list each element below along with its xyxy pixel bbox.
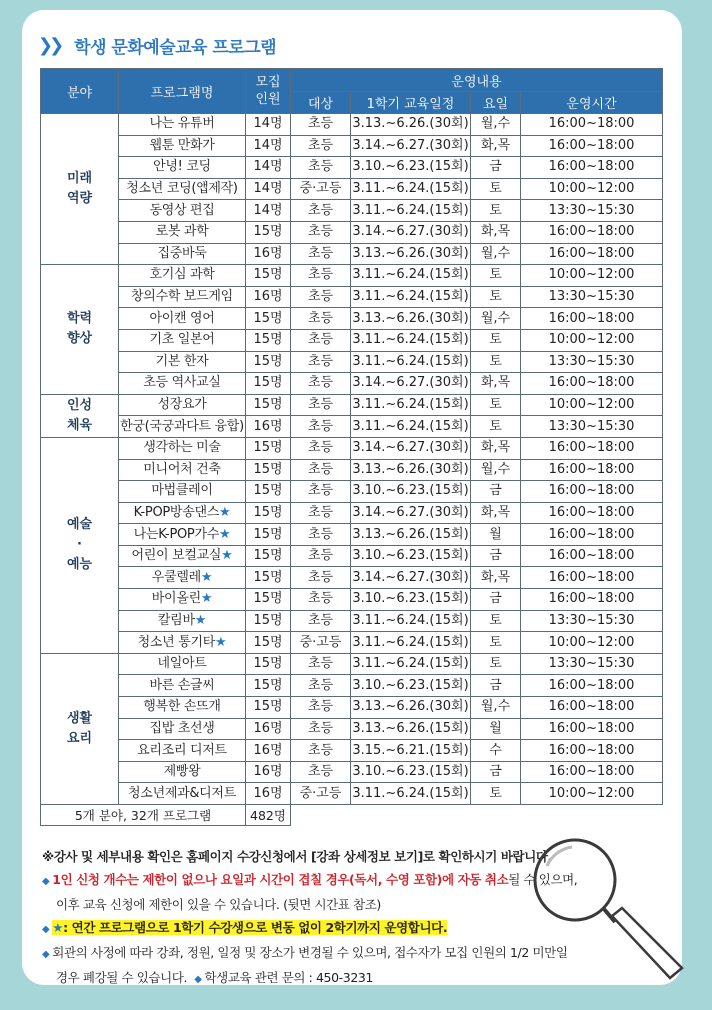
day-cell: 토	[471, 394, 521, 416]
day-cell: 토	[471, 329, 521, 351]
program-name: 어린이 보컬교실	[131, 548, 222, 564]
table-row	[41, 761, 663, 783]
capacity-cell: 14명	[246, 200, 291, 222]
program-name-cell	[119, 524, 246, 546]
target-cell: 초등	[291, 416, 351, 438]
target-cell: 초등	[291, 308, 351, 330]
target-cell: 초등	[291, 502, 351, 524]
capacity-cell: 14명	[246, 178, 291, 200]
capacity-cell: 14명	[246, 114, 291, 136]
program-name: 안녕! 코딩	[153, 159, 211, 175]
target-cell: 초등	[291, 135, 351, 157]
capacity-cell: 15명	[246, 329, 291, 351]
time-cell: 16:00~18:00	[521, 524, 663, 546]
table-row	[41, 243, 663, 265]
table-row	[41, 610, 663, 632]
target-cell: 초등	[291, 675, 351, 697]
target-cell: 초등	[291, 524, 351, 546]
program-name-cell	[119, 286, 246, 308]
program-name: 나는K-POP가수	[133, 526, 219, 542]
program-name-cell	[119, 243, 246, 265]
target-cell: 초등	[291, 373, 351, 395]
capacity-cell: 15명	[246, 373, 291, 395]
program-name-cell	[119, 502, 246, 524]
schedule-cell: 3.13.~6.26.(30회)	[351, 243, 471, 265]
target-cell: 초등	[291, 459, 351, 481]
capacity-cell: 15명	[246, 459, 291, 481]
target-cell: 초등	[291, 740, 351, 762]
table-row	[41, 437, 663, 459]
program-name-cell	[119, 632, 246, 654]
header-time: 운영시간	[521, 92, 663, 114]
program-name: 네일아트	[157, 656, 207, 672]
day-cell: 월,수	[471, 308, 521, 330]
time-cell: 10:00~12:00	[521, 632, 663, 654]
target-cell: 초등	[291, 286, 351, 308]
bullet-icon: ◆	[42, 876, 50, 887]
target-cell: 초등	[291, 697, 351, 719]
day-cell: 금	[471, 157, 521, 179]
day-cell: 금	[471, 589, 521, 611]
table-row	[41, 589, 663, 611]
capacity-cell: 15명	[246, 545, 291, 567]
day-cell: 월,수	[471, 697, 521, 719]
schedule-cell: 3.11.~6.24.(15회)	[351, 286, 471, 308]
day-cell: 금	[471, 545, 521, 567]
schedule-cell: 3.11.~6.24.(15회)	[351, 329, 471, 351]
program-name: 기본 한자	[155, 353, 209, 369]
program-name-cell	[119, 545, 246, 567]
day-cell: 월,수	[471, 243, 521, 265]
star-icon: ★	[194, 612, 207, 628]
category-cell: 인성 체육	[41, 394, 119, 437]
program-name-cell	[119, 178, 246, 200]
program-name-cell	[119, 394, 246, 416]
note-line-2: ◆ 1인 신청 개수는 제한이 없으나 요일과 시간이 겹칠 경우(독서, 수영 포함)에 자동 취소될 수 있으며,	[42, 872, 578, 887]
table-row	[41, 740, 663, 762]
capacity-cell: 16명	[246, 286, 291, 308]
table-row	[41, 545, 663, 567]
program-name-cell	[119, 761, 246, 783]
capacity-cell: 15명	[246, 394, 291, 416]
table-row	[41, 135, 663, 157]
schedule-cell: 3.13.~6.26.(15회)	[351, 718, 471, 740]
note-line-3: 이후 교육 신청에 제한이 있을 수 있습니다. (뒷면 시간표 참조)	[56, 897, 381, 912]
schedule-cell: 3.11.~6.24.(15회)	[351, 632, 471, 654]
capacity-cell: 16명	[246, 761, 291, 783]
program-name: 바른 손글씨	[149, 677, 215, 693]
program-name-cell	[119, 157, 246, 179]
program-name: 칼림바	[157, 612, 195, 628]
target-cell: 초등	[291, 265, 351, 287]
day-cell: 화,목	[471, 567, 521, 589]
capacity-cell: 15명	[246, 351, 291, 373]
day-cell: 토	[471, 265, 521, 287]
program-name: 기초 일본어	[149, 332, 215, 348]
target-cell: 초등	[291, 610, 351, 632]
day-cell: 화,목	[471, 437, 521, 459]
header-day: 요일	[471, 92, 521, 114]
schedule-cell: 3.13.~6.26.(30회)	[351, 308, 471, 330]
table-row	[41, 221, 663, 243]
capacity-cell: 16명	[246, 740, 291, 762]
capacity-cell: 16명	[246, 416, 291, 438]
schedule-cell: 3.10.~6.23.(15회)	[351, 545, 471, 567]
header-program: 프로그램명	[119, 69, 246, 114]
program-table	[40, 68, 663, 826]
time-cell: 10:00~12:00	[521, 394, 663, 416]
schedule-cell: 3.14.~6.27.(30회)	[351, 567, 471, 589]
target-cell: 중·고등	[291, 783, 351, 805]
table-row	[41, 265, 663, 287]
note-line-6: 경우 폐강될 수 있습니다. ◆ 학생교육 관련 문의 : 450-3231	[56, 970, 373, 985]
time-cell: 13:30~15:30	[521, 610, 663, 632]
schedule-cell: 3.14.~6.27.(30회)	[351, 502, 471, 524]
double-chevron-right-icon: ❯❯	[38, 34, 61, 56]
schedule-cell: 3.10.~6.23.(15회)	[351, 675, 471, 697]
bullet-icon: ◆	[42, 949, 50, 960]
table-row	[41, 502, 663, 524]
schedule-cell: 3.11.~6.24.(15회)	[351, 200, 471, 222]
target-cell: 중·고등	[291, 178, 351, 200]
day-cell: 화,목	[471, 373, 521, 395]
program-name-cell	[119, 265, 246, 287]
target-cell: 초등	[291, 718, 351, 740]
day-cell: 화,목	[471, 221, 521, 243]
program-name-cell	[119, 740, 246, 762]
time-cell: 16:00~18:00	[521, 697, 663, 719]
capacity-cell: 15명	[246, 632, 291, 654]
program-name-cell	[119, 114, 246, 136]
time-cell: 16:00~18:00	[521, 157, 663, 179]
table-row	[41, 524, 663, 546]
schedule-cell: 3.13.~6.26.(30회)	[351, 114, 471, 136]
header-schedule: 1학기 교육일정	[351, 92, 471, 114]
target-cell: 초등	[291, 589, 351, 611]
table-row	[41, 459, 663, 481]
program-name-cell	[119, 329, 246, 351]
category-cell: 미래 역량	[41, 114, 119, 265]
total-capacity: 482명	[246, 805, 291, 826]
program-name: 집중바둑	[157, 245, 207, 261]
schedule-cell: 3.11.~6.24.(15회)	[351, 416, 471, 438]
star-icon: ★	[218, 526, 231, 542]
target-cell: 초등	[291, 329, 351, 351]
program-name: 생각하는 미술	[143, 440, 221, 456]
total-blank	[291, 805, 663, 826]
program-name-cell	[119, 481, 246, 503]
day-cell: 토	[471, 286, 521, 308]
schedule-cell: 3.10.~6.23.(15회)	[351, 157, 471, 179]
target-cell: 초등	[291, 351, 351, 373]
capacity-cell: 15명	[246, 437, 291, 459]
program-table-body	[41, 114, 663, 805]
program-name: 나는 유튜버	[149, 116, 215, 132]
program-name: 로봇 과학	[155, 224, 209, 240]
time-cell: 13:30~15:30	[521, 351, 663, 373]
star-icon: ★	[218, 504, 231, 520]
program-name: 한궁(국궁과다트 융합)	[120, 418, 244, 434]
program-name-cell	[119, 200, 246, 222]
day-cell: 토	[471, 653, 521, 675]
schedule-cell: 3.14.~6.27.(30회)	[351, 221, 471, 243]
program-name: 행복한 손뜨개	[143, 699, 221, 715]
time-cell: 16:00~18:00	[521, 502, 663, 524]
program-name: 웹툰 만화가	[149, 137, 215, 153]
schedule-cell: 3.11.~6.24.(15회)	[351, 351, 471, 373]
program-name-cell	[119, 718, 246, 740]
program-name-cell	[119, 373, 246, 395]
table-row	[41, 373, 663, 395]
program-name-cell	[119, 437, 246, 459]
day-cell: 토	[471, 610, 521, 632]
table-row	[41, 675, 663, 697]
capacity-cell: 16명	[246, 783, 291, 805]
table-row	[41, 157, 663, 179]
capacity-cell: 15명	[246, 524, 291, 546]
time-cell: 16:00~18:00	[521, 437, 663, 459]
star-icon: ★	[200, 569, 213, 585]
time-cell: 13:30~15:30	[521, 416, 663, 438]
capacity-cell: 15명	[246, 567, 291, 589]
day-cell: 토	[471, 416, 521, 438]
program-name: 창의수학 보드게임	[131, 289, 233, 305]
schedule-cell: 3.13.~6.26.(30회)	[351, 697, 471, 719]
program-name-cell	[119, 783, 246, 805]
category-cell: 예술 · 예능	[41, 437, 119, 653]
capacity-cell: 16명	[246, 718, 291, 740]
program-name: 초등 역사교실	[143, 375, 221, 391]
target-cell: 초등	[291, 653, 351, 675]
time-cell: 16:00~18:00	[521, 243, 663, 265]
header-operation: 운영내용	[291, 69, 663, 92]
day-cell: 월,수	[471, 114, 521, 136]
time-cell: 10:00~12:00	[521, 329, 663, 351]
program-name-cell	[119, 675, 246, 697]
time-cell: 16:00~18:00	[521, 114, 663, 136]
target-cell: 초등	[291, 545, 351, 567]
program-name-cell	[119, 610, 246, 632]
schedule-cell: 3.15.~6.21.(15회)	[351, 740, 471, 762]
program-name: K-POP방송댄스	[133, 504, 219, 520]
capacity-cell: 15명	[246, 589, 291, 611]
capacity-cell: 15명	[246, 308, 291, 330]
star-icon: ★	[221, 548, 233, 564]
target-cell: 초등	[291, 243, 351, 265]
capacity-cell: 15명	[246, 610, 291, 632]
program-name: 동영상 편집	[149, 202, 215, 218]
time-cell: 16:00~18:00	[521, 135, 663, 157]
program-name: 미니어처 건축	[143, 461, 221, 477]
program-name-cell	[119, 567, 246, 589]
star-icon: ★	[52, 920, 64, 935]
time-cell: 16:00~18:00	[521, 718, 663, 740]
target-cell: 초등	[291, 221, 351, 243]
table-row	[41, 416, 663, 438]
bullet-icon: ◆	[42, 924, 50, 935]
program-name-cell	[119, 459, 246, 481]
target-cell: 초등	[291, 481, 351, 503]
target-cell: 초등	[291, 437, 351, 459]
category-cell: 학력 향상	[41, 265, 119, 395]
day-cell: 수	[471, 740, 521, 762]
time-cell: 16:00~18:00	[521, 589, 663, 611]
capacity-cell: 16명	[246, 243, 291, 265]
schedule-cell: 3.13.~6.26.(30회)	[351, 459, 471, 481]
day-cell: 금	[471, 675, 521, 697]
note-line-5: ◆ 회관의 사정에 따라 강좌, 정원, 일정 및 장소가 변경될 수 있으며, 접수자가 모집 인원의 1/2 미만일	[42, 945, 568, 960]
day-cell: 금	[471, 761, 521, 783]
table-row	[41, 178, 663, 200]
schedule-cell: 3.11.~6.24.(15회)	[351, 178, 471, 200]
capacity-cell: 15명	[246, 265, 291, 287]
capacity-cell: 14명	[246, 135, 291, 157]
schedule-cell: 3.14.~6.27.(30회)	[351, 135, 471, 157]
page-header	[38, 32, 276, 58]
time-cell: 16:00~18:00	[521, 567, 663, 589]
day-cell: 토	[471, 783, 521, 805]
time-cell: 16:00~18:00	[521, 740, 663, 762]
schedule-cell: 3.10.~6.23.(15회)	[351, 589, 471, 611]
day-cell: 토	[471, 178, 521, 200]
program-name: 제빵왕	[163, 764, 201, 780]
star-icon: ★	[200, 591, 213, 607]
schedule-cell: 3.11.~6.24.(15회)	[351, 783, 471, 805]
schedule-cell: 3.11.~6.24.(15회)	[351, 394, 471, 416]
day-cell: 토	[471, 632, 521, 654]
total-label: 5개 분야, 32개 프로그램	[41, 805, 246, 826]
program-name: 우쿨렐레	[151, 569, 201, 585]
program-name-cell	[119, 589, 246, 611]
target-cell: 초등	[291, 200, 351, 222]
capacity-cell: 15명	[246, 675, 291, 697]
day-cell: 토	[471, 351, 521, 373]
schedule-cell: 3.11.~6.24.(15회)	[351, 610, 471, 632]
time-cell: 13:30~15:30	[521, 286, 663, 308]
schedule-cell: 3.10.~6.23.(15회)	[351, 481, 471, 503]
time-cell: 16:00~18:00	[521, 373, 663, 395]
table-row	[41, 200, 663, 222]
magnifier-icon	[520, 830, 710, 1010]
capacity-cell: 14명	[246, 157, 291, 179]
star-icon: ★	[215, 634, 227, 650]
table-row	[41, 653, 663, 675]
time-cell: 13:30~15:30	[521, 200, 663, 222]
table-row	[41, 697, 663, 719]
table-row	[41, 783, 663, 805]
time-cell: 16:00~18:00	[521, 308, 663, 330]
table-row	[41, 632, 663, 654]
target-cell: 초등	[291, 761, 351, 783]
schedule-cell: 3.11.~6.24.(15회)	[351, 265, 471, 287]
schedule-cell: 3.10.~6.23.(15회)	[351, 761, 471, 783]
day-cell: 월,수	[471, 459, 521, 481]
capacity-cell: 15명	[246, 697, 291, 719]
time-cell: 16:00~18:00	[521, 675, 663, 697]
program-name-cell	[119, 653, 246, 675]
day-cell: 금	[471, 481, 521, 503]
time-cell: 10:00~12:00	[521, 783, 663, 805]
program-name-cell	[119, 308, 246, 330]
schedule-cell: 3.14.~6.27.(30회)	[351, 437, 471, 459]
time-cell: 13:30~15:30	[521, 653, 663, 675]
table-row	[41, 351, 663, 373]
program-name-cell	[119, 221, 246, 243]
time-cell: 16:00~18:00	[521, 221, 663, 243]
table-row	[41, 567, 663, 589]
table-row	[41, 114, 663, 136]
time-cell: 16:00~18:00	[521, 545, 663, 567]
program-name-cell	[119, 416, 246, 438]
table-row	[41, 329, 663, 351]
table-row	[41, 394, 663, 416]
program-name: 호기심 과학	[149, 267, 215, 283]
capacity-cell: 15명	[246, 221, 291, 243]
program-name: 성장요가	[157, 397, 207, 413]
program-name: 아이캔 영어	[149, 310, 215, 326]
time-cell: 10:00~12:00	[521, 178, 663, 200]
target-cell: 초등	[291, 394, 351, 416]
bullet-icon: ◆	[194, 974, 202, 985]
schedule-cell: 3.13.~6.26.(15회)	[351, 524, 471, 546]
program-name-cell	[119, 697, 246, 719]
day-cell: 화,목	[471, 502, 521, 524]
table-row	[41, 308, 663, 330]
program-name: 바이올린	[151, 591, 201, 607]
program-name: 마법클레이	[151, 483, 213, 499]
program-name: 청소년 코딩(앱제작)	[126, 181, 238, 197]
time-cell: 16:00~18:00	[521, 459, 663, 481]
program-name-cell	[119, 135, 246, 157]
day-cell: 화,목	[471, 135, 521, 157]
day-cell: 토	[471, 200, 521, 222]
header-field: 분야	[41, 69, 119, 114]
program-name: 청소년제과&디저트	[128, 785, 236, 801]
target-cell: 중·고등	[291, 632, 351, 654]
table-row	[41, 286, 663, 308]
schedule-cell: 3.11.~6.24.(15회)	[351, 653, 471, 675]
header-capacity: 모집 인원	[246, 69, 291, 114]
time-cell: 16:00~18:00	[521, 481, 663, 503]
target-cell: 초등	[291, 157, 351, 179]
day-cell: 월	[471, 524, 521, 546]
table-row	[41, 718, 663, 740]
capacity-cell: 15명	[246, 653, 291, 675]
target-cell: 초등	[291, 114, 351, 136]
page-title: 학생 문화예술교육 프로그램	[74, 37, 277, 58]
target-cell: 초등	[291, 567, 351, 589]
note-line-4: ◆ ★: 연간 프로그램으로 1학기 수강생으로 변동 없이 2학기까지 운영합니다.	[42, 920, 448, 935]
time-cell: 10:00~12:00	[521, 265, 663, 287]
program-name: 청소년 통기타	[137, 634, 216, 650]
header-target: 대상	[291, 92, 351, 114]
table-row	[41, 481, 663, 503]
capacity-cell: 15명	[246, 502, 291, 524]
schedule-cell: 3.14.~6.27.(30회)	[351, 373, 471, 395]
day-cell: 월	[471, 718, 521, 740]
time-cell: 16:00~18:00	[521, 761, 663, 783]
program-name-cell	[119, 351, 246, 373]
category-cell: 생활 요리	[41, 653, 119, 804]
program-name: 요리조리 디저트	[137, 742, 227, 758]
capacity-cell: 15명	[246, 481, 291, 503]
program-name: 집밥 초선생	[149, 720, 215, 736]
note-line-1: ※강사 및 세부내용 확인은 홈페이지 수강신청에서 [강좌 상세정보 보기]로 확인하시기 바랍니다.	[42, 849, 552, 864]
